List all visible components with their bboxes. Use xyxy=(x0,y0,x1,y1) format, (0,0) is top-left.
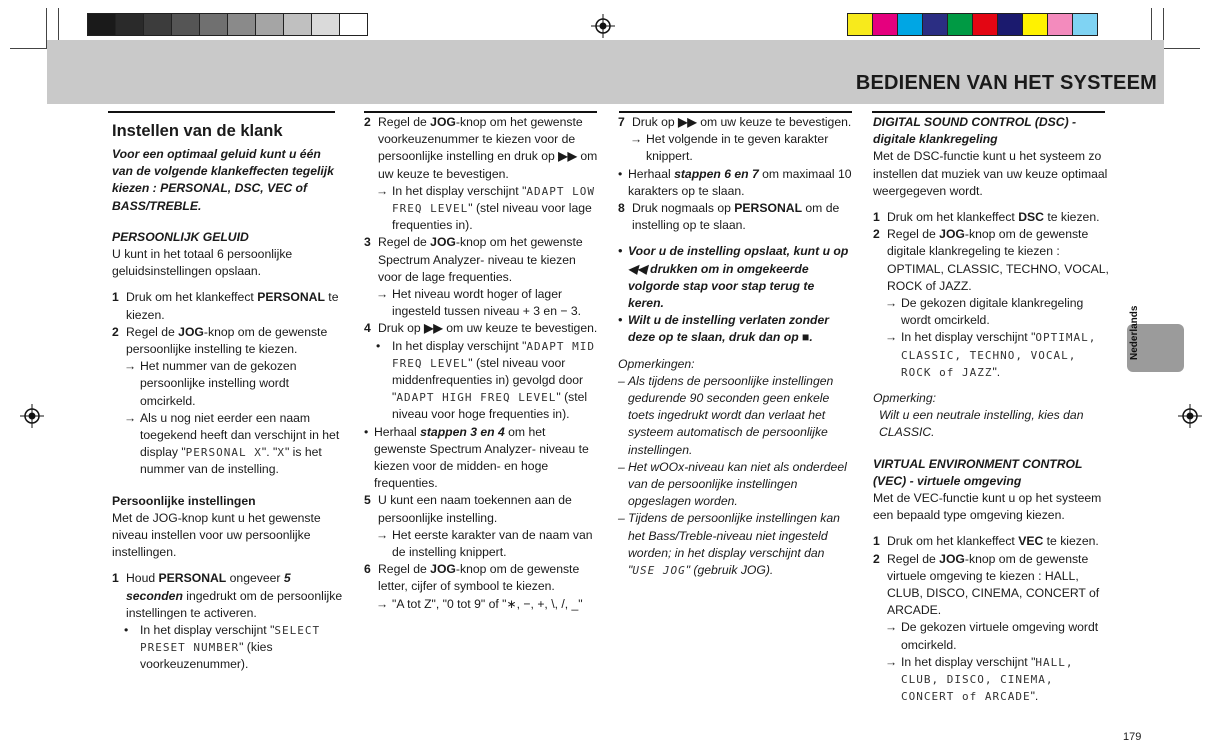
calibration-swatch xyxy=(339,13,368,36)
arrow-icon: → xyxy=(885,620,898,635)
step-item: 8 Druk nogmaals op PERSONAL om de instelling op te slaan. xyxy=(618,201,840,233)
arrow-note: → In het display verschijnt "HALL, CLUB, DISCO, CINEMA, CONCERT of ARCADE". xyxy=(873,654,1109,706)
arrow-icon: → xyxy=(376,596,389,611)
next-icon: ▶▶ xyxy=(678,115,697,129)
step-item: 1 Druk om het klankeffect DSC te kiezen. xyxy=(873,210,1100,225)
calibration-swatch xyxy=(847,13,873,36)
step-item: 7 Druk op ▶▶ om uw keuze te bevestigen. xyxy=(618,115,852,129)
calibration-swatch xyxy=(897,13,923,36)
arrow-icon: → xyxy=(885,296,898,311)
arrow-note: → De gekozen digitale klankregeling wordt omcirkeld. xyxy=(873,295,1109,329)
paragraph: Met de VEC-functie kunt u op het systeem een bepaald type omgeving kiezen. xyxy=(873,491,1102,523)
crop-mark xyxy=(10,48,50,49)
registration-mark-icon xyxy=(591,14,615,38)
step-item: 2 Regel de JOG-knop om de gewenste digitale klankregeling te kiezen : OPTIMAL, CLASSIC, TECHNO, VOCAL, ROCK of JAZZ. xyxy=(873,227,1109,293)
notes-heading: Opmerkingen: xyxy=(618,356,695,371)
step-item: 5 U kunt een naam toekennen aan de persoonlijke instelling. xyxy=(364,493,572,525)
paragraph: Met de DSC-functie kunt u het systeem zo instellen dat muziek van uw keuze optimaal weergegeven wordt. xyxy=(873,149,1108,198)
arrow-note: → Het nummer van de gekozen persoonlijke instelling wordt omcirkeld. xyxy=(112,358,344,410)
bullet-item: • Voor u de instelling opslaat, kunt u op ◀◀ drukken om in omgekeerde volgorde stap voor stap terug te keren. xyxy=(618,244,849,311)
subheading: Persoonlijke instellingen xyxy=(112,493,256,508)
step-item: 6 Regel de JOG-knop om de gewenste letter, cijfer of symbool te kiezen. xyxy=(364,562,580,594)
calibration-swatch xyxy=(1047,13,1073,36)
calibration-swatch xyxy=(997,13,1023,36)
calibration-swatch xyxy=(115,13,144,36)
arrow-icon: → xyxy=(124,410,137,425)
bullet-note: • In het display verschijnt "ADAPT MID FREQ LEVEL" (stel niveau voor middenfrequenties in) gevolgd door "ADAPT HIGH FREQ LEVEL" (stel niveau voor hoge frequenties in). xyxy=(376,338,595,422)
step-item: 2 Regel de JOG-knop om de gewenste persoonlijke instelling te kiezen. xyxy=(112,324,328,357)
registration-mark-icon xyxy=(1178,404,1202,428)
step-item: 2 Regel de JOG-knop om de gewenste virtuele omgeving te kiezen : HALL, CLUB, DISCO, CINEMA, CONCERT of ARCADE. xyxy=(873,551,1100,618)
subheading: DIGITAL SOUND CONTROL (DSC) - digitale klankregeling xyxy=(873,115,1077,147)
page-number: 179 xyxy=(1123,731,1142,743)
step-item: 1 Houd PERSONAL ongeveer 5 seconden ingedrukt om de persoonlijke instellingen te activeren. xyxy=(112,571,343,620)
arrow-note: → Het eerste karakter van de naam van de instelling knippert. xyxy=(364,527,598,561)
calibration-swatch xyxy=(171,13,200,36)
arrow-icon: → xyxy=(376,527,389,542)
calibration-swatch xyxy=(922,13,948,36)
next-icon: ▶▶ xyxy=(424,321,443,336)
step-item: 1 Druk om het klankeffect PERSONAL te kiezen. xyxy=(112,290,339,322)
calibration-swatch xyxy=(1022,13,1048,36)
bullet-item: • Wilt u de instelling verlaten zonder deze op te slaan, druk dan op ■. xyxy=(618,313,830,345)
column-3 xyxy=(618,114,852,579)
subheading: PERSOONLIJK GELUID xyxy=(112,229,249,244)
calibration-swatch xyxy=(283,13,312,36)
note-item: – Tijdens de persoonlijke instellingen kan het Bass/Treble-niveau niet ingesteld worden; in het display verschijnt dan "USE JOG" (gebruik JOG). xyxy=(618,511,840,578)
arrow-icon: → xyxy=(376,287,389,302)
section-title: BEDIENEN VAN HET SYSTEEM xyxy=(855,72,1157,94)
note-item: – Het wOOx-niveau kan niet als onderdeel van de persoonlijke instellingen opgeslagen worden. xyxy=(618,459,847,509)
arrow-icon: → xyxy=(630,132,643,147)
note-item: – Als tijdens de persoonlijke instellingen gedurende 90 seconden geen enkele toets ingedrukt wordt dan verlaat het systeem automatisch de persoonlijke instellingen. xyxy=(618,373,834,457)
bullet-note: • In het display verschijnt "SELECT PRESET NUMBER" (kies voorkeuzenummer). xyxy=(124,623,321,672)
calibration-swatch xyxy=(311,13,340,36)
calibration-swatch xyxy=(87,13,116,36)
arrow-note: → Als u nog niet eerder een naam toegekend heeft dan verschijnt in het display "PERSONAL X". "X" is het nummer van de instelling. xyxy=(112,410,344,479)
arrow-note: → In het display verschijnt "OPTIMAL, CLASSIC, TECHNO, VOCAL, ROCK of JAZZ". xyxy=(873,329,1109,381)
calibration-swatch xyxy=(872,13,898,36)
header-rule xyxy=(619,111,852,113)
arrow-icon: → xyxy=(376,183,389,198)
step-item: 2 Regel de JOG-knop om het gewenste voorkeuzenummer te kiezen voor de persoonlijke instelling en druk op ▶▶ om uw keuze te bevestigen. xyxy=(364,115,598,181)
arrow-note: → Het niveau wordt hoger of lager ingesteld tussen niveau + 3 en − 3. xyxy=(364,286,598,320)
crop-mark xyxy=(1160,48,1200,49)
note-text: Wilt u een neutrale instelling, kies dan CLASSIC. xyxy=(879,408,1084,440)
arrow-icon: → xyxy=(885,330,898,345)
column-2 xyxy=(364,114,598,613)
section-heading: Instellen van de klank xyxy=(112,122,283,140)
calibration-swatch xyxy=(227,13,256,36)
header-rule xyxy=(872,111,1105,113)
header-rule xyxy=(108,111,335,113)
calibration-swatch xyxy=(255,13,284,36)
arrow-icon: → xyxy=(885,654,898,669)
language-tab: Nederlands xyxy=(1127,324,1184,372)
calibration-swatch xyxy=(1072,13,1098,36)
crop-mark xyxy=(58,8,59,42)
arrow-note: → "A tot Z", "0 tot 9" of "∗, −, +, \, /, _" xyxy=(364,596,598,613)
bullet-item: • Herhaal stappen 6 en 7 om maximaal 10 karakters op te slaan. xyxy=(618,166,852,198)
arrow-note: → In het display verschijnt "ADAPT LOW FREQ LEVEL" (stel niveau voor lage frequenties in). xyxy=(364,183,598,235)
note-heading: Opmerking: xyxy=(873,391,936,406)
step-item: 3 Regel de JOG-knop om het gewenste Spectrum Analyzer- niveau te kiezen voor de lage frequenties. xyxy=(364,235,583,284)
arrow-note: → De gekozen virtuele omgeving wordt omcirkeld. xyxy=(873,619,1109,653)
step-item: 4 Druk op ▶▶ om uw keuze te bevestigen. xyxy=(364,321,598,336)
column-4 xyxy=(873,114,1109,706)
header-rule xyxy=(364,111,597,113)
paragraph: U kunt in het totaal 6 persoonlijke geluidsinstellingen opslaan. xyxy=(112,247,293,279)
crop-mark xyxy=(1151,8,1152,42)
arrow-note: → Het volgende in te geven karakter knippert. xyxy=(618,131,852,165)
registration-mark-icon xyxy=(20,404,44,428)
calibration-swatch xyxy=(143,13,172,36)
step-item: 1 Druk om het klankeffect VEC te kiezen. xyxy=(873,534,1099,549)
paragraph: Met de JOG-knop kunt u het gewenste niveau instellen voor uw persoonlijke instellingen. xyxy=(112,510,321,560)
column-1 xyxy=(112,114,344,674)
intro-text: Voor een optimaal geluid kunt u één van de volgende klankeffecten tegelijk kiezen : PERSONAL, DSC, VEC of BASS/TREBLE. xyxy=(112,147,334,213)
bullet-item: • Herhaal stappen 3 en 4 om het gewenste Spectrum Analyzer- niveau te kiezen voor de midden- en hoge frequenties. xyxy=(364,424,589,491)
next-icon: ▶▶ xyxy=(558,149,577,164)
calibration-swatch xyxy=(199,13,228,36)
arrow-icon: → xyxy=(124,359,137,374)
subheading: VIRTUAL ENVIRONMENT CONTROL (VEC) - virtuele omgeving xyxy=(873,456,1083,488)
calibration-swatch xyxy=(947,13,973,36)
calibration-swatch xyxy=(972,13,998,36)
